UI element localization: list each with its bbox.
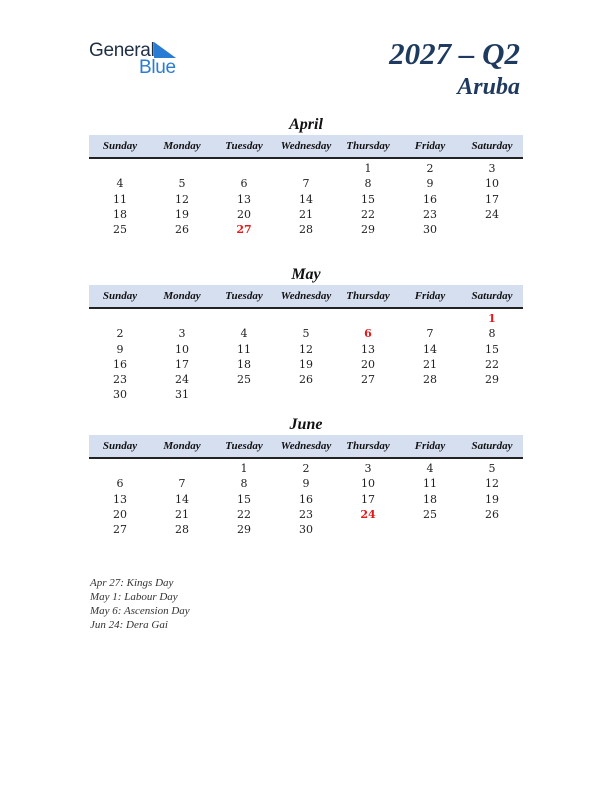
- weekday-label: Monday: [163, 290, 201, 302]
- day-cell: 13: [237, 192, 251, 206]
- holiday-day-cell: 24: [360, 507, 376, 521]
- day-cell: 20: [237, 207, 251, 221]
- day-cell: 9: [426, 177, 434, 191]
- day-cell: 18: [423, 492, 437, 506]
- day-cell: 21: [299, 207, 313, 221]
- day-cell: 17: [485, 192, 499, 206]
- day-cell: 18: [237, 357, 251, 371]
- weekday-label: Wednesday: [280, 140, 332, 152]
- day-grid: [89, 159, 523, 237]
- month-name: April: [289, 116, 323, 133]
- day-cell: 24: [485, 207, 499, 221]
- day-cell: 26: [175, 223, 189, 237]
- day-cell: 15: [237, 492, 251, 506]
- day-cell: 1: [240, 462, 248, 475]
- day-cell: 7: [426, 327, 434, 341]
- day-cell: 20: [361, 357, 375, 371]
- day-cell: 10: [361, 477, 375, 491]
- day-cell: 31: [175, 388, 189, 402]
- empty-cell: [213, 161, 275, 176]
- holiday-notes: [90, 576, 190, 632]
- day-cell: 8: [364, 177, 372, 191]
- day-cell: 5: [488, 462, 496, 475]
- country-name: Aruba: [457, 74, 520, 100]
- empty-cell: [89, 161, 151, 176]
- day-cell: 30: [299, 523, 313, 537]
- empty-cell: [275, 161, 337, 176]
- holiday-note: May 1: Labour Day: [90, 591, 178, 603]
- day-cell: 23: [423, 207, 437, 221]
- day-cell: 16: [113, 357, 127, 371]
- day-cell: 21: [175, 507, 189, 521]
- holiday-note: Jun 24: Dera Gai: [90, 619, 168, 631]
- month-name: June: [289, 416, 323, 433]
- weekday-label: Thursday: [346, 440, 390, 452]
- weekday-label: Monday: [163, 440, 201, 452]
- holiday-day-cell: 27: [236, 223, 252, 237]
- day-cell: 29: [361, 223, 375, 237]
- day-grid: [89, 459, 523, 537]
- day-cell: 25: [237, 373, 251, 387]
- day-cell: 3: [178, 327, 186, 341]
- empty-cell: [151, 461, 213, 476]
- day-cell: 2: [302, 462, 310, 475]
- day-cell: 4: [116, 177, 124, 191]
- day-cell: 22: [485, 357, 499, 371]
- day-cell: 27: [113, 523, 127, 537]
- logo-blue-text: Blue: [139, 57, 176, 78]
- day-cell: 6: [116, 477, 124, 491]
- weekday-label: Wednesday: [280, 290, 332, 302]
- day-cell: 8: [240, 477, 248, 491]
- weekday-header: [89, 435, 523, 459]
- day-cell: 28: [423, 373, 437, 387]
- empty-cell: [151, 161, 213, 176]
- day-cell: 23: [299, 507, 313, 521]
- day-cell: 13: [361, 342, 375, 356]
- day-cell: 25: [113, 223, 127, 237]
- day-cell: 14: [175, 492, 189, 506]
- day-cell: 25: [423, 507, 437, 521]
- day-cell: 5: [302, 327, 310, 341]
- day-cell: 26: [299, 373, 313, 387]
- weekday-header: [89, 135, 523, 159]
- day-cell: 22: [361, 207, 375, 221]
- day-cell: 19: [485, 492, 499, 506]
- day-cell: 21: [423, 357, 437, 371]
- day-cell: 12: [299, 342, 313, 356]
- day-cell: 13: [113, 492, 127, 506]
- weekday-label: Tuesday: [225, 290, 263, 302]
- day-cell: 7: [302, 177, 310, 191]
- day-cell: 26: [485, 507, 499, 521]
- weekday-label: Friday: [414, 140, 446, 152]
- day-cell: 6: [240, 177, 248, 191]
- day-cell: 27: [361, 373, 375, 387]
- day-cell: 20: [113, 507, 127, 521]
- day-cell: 14: [299, 192, 313, 206]
- logo-triangle-icon: [154, 42, 176, 58]
- day-cell: 24: [175, 373, 189, 387]
- day-cell: 11: [423, 477, 437, 491]
- day-cell: 9: [116, 342, 124, 356]
- day-cell: 15: [485, 342, 499, 356]
- day-cell: 18: [113, 207, 127, 221]
- day-cell: 17: [175, 357, 189, 371]
- day-cell: 3: [364, 462, 372, 475]
- day-cell: 4: [426, 462, 434, 475]
- day-cell: 1: [364, 162, 372, 175]
- holiday-day-cell: 1: [488, 312, 496, 325]
- holiday-day-cell: 6: [364, 327, 372, 341]
- weekday-label: Tuesday: [225, 440, 263, 452]
- day-cell: 19: [299, 357, 313, 371]
- weekday-label: Friday: [414, 440, 446, 452]
- holiday-note: May 6: Ascension Day: [90, 605, 190, 617]
- weekday-label: Sunday: [102, 440, 138, 452]
- month-june: [89, 415, 523, 537]
- logo-general-text: General: [89, 40, 155, 61]
- empty-cell: [275, 311, 337, 326]
- day-cell: 28: [175, 523, 189, 537]
- weekday-label: Sunday: [102, 290, 138, 302]
- day-cell: 16: [299, 492, 313, 506]
- day-cell: 30: [113, 388, 127, 402]
- empty-cell: [337, 311, 399, 326]
- weekday-label: Saturday: [471, 140, 513, 152]
- empty-cell: [213, 311, 275, 326]
- empty-cell: [151, 311, 213, 326]
- day-cell: 8: [488, 327, 496, 341]
- day-cell: 15: [361, 192, 375, 206]
- day-grid: [89, 309, 523, 403]
- day-cell: 14: [423, 342, 437, 356]
- weekday-label: Thursday: [346, 290, 390, 302]
- weekday-label: Saturday: [471, 440, 513, 452]
- weekday-label: Sunday: [102, 140, 138, 152]
- month-name: May: [291, 266, 321, 283]
- day-cell: 11: [237, 342, 251, 356]
- weekday-label: Monday: [163, 140, 201, 152]
- day-cell: 12: [175, 192, 189, 206]
- day-cell: 3: [488, 162, 496, 175]
- day-cell: 2: [426, 162, 434, 175]
- day-cell: 5: [178, 177, 186, 191]
- month-april: [89, 115, 523, 237]
- day-cell: 11: [113, 192, 127, 206]
- day-cell: 4: [240, 327, 248, 341]
- logo: [89, 40, 199, 80]
- day-cell: 12: [485, 477, 499, 491]
- day-cell: 29: [485, 373, 499, 387]
- weekday-label: Tuesday: [225, 140, 263, 152]
- day-cell: 19: [175, 207, 189, 221]
- day-cell: 29: [237, 523, 251, 537]
- weekday-header: [89, 285, 523, 309]
- month-may: [89, 265, 523, 403]
- day-cell: 10: [485, 177, 499, 191]
- empty-cell: [89, 461, 151, 476]
- weekday-label: Thursday: [346, 140, 390, 152]
- day-cell: 30: [423, 223, 437, 237]
- weekday-label: Friday: [414, 290, 446, 302]
- day-cell: 22: [237, 507, 251, 521]
- day-cell: 2: [116, 327, 124, 341]
- empty-cell: [89, 311, 151, 326]
- day-cell: 10: [175, 342, 189, 356]
- quarter-title: 2027 – Q2: [389, 36, 520, 71]
- day-cell: 7: [178, 477, 186, 491]
- day-cell: 17: [361, 492, 375, 506]
- holiday-note: Apr 27: Kings Day: [90, 577, 174, 589]
- empty-cell: [399, 311, 461, 326]
- day-cell: 9: [302, 477, 310, 491]
- weekday-label: Wednesday: [280, 440, 332, 452]
- day-cell: 16: [423, 192, 437, 206]
- day-cell: 28: [299, 223, 313, 237]
- day-cell: 23: [113, 373, 127, 387]
- weekday-label: Saturday: [471, 290, 513, 302]
